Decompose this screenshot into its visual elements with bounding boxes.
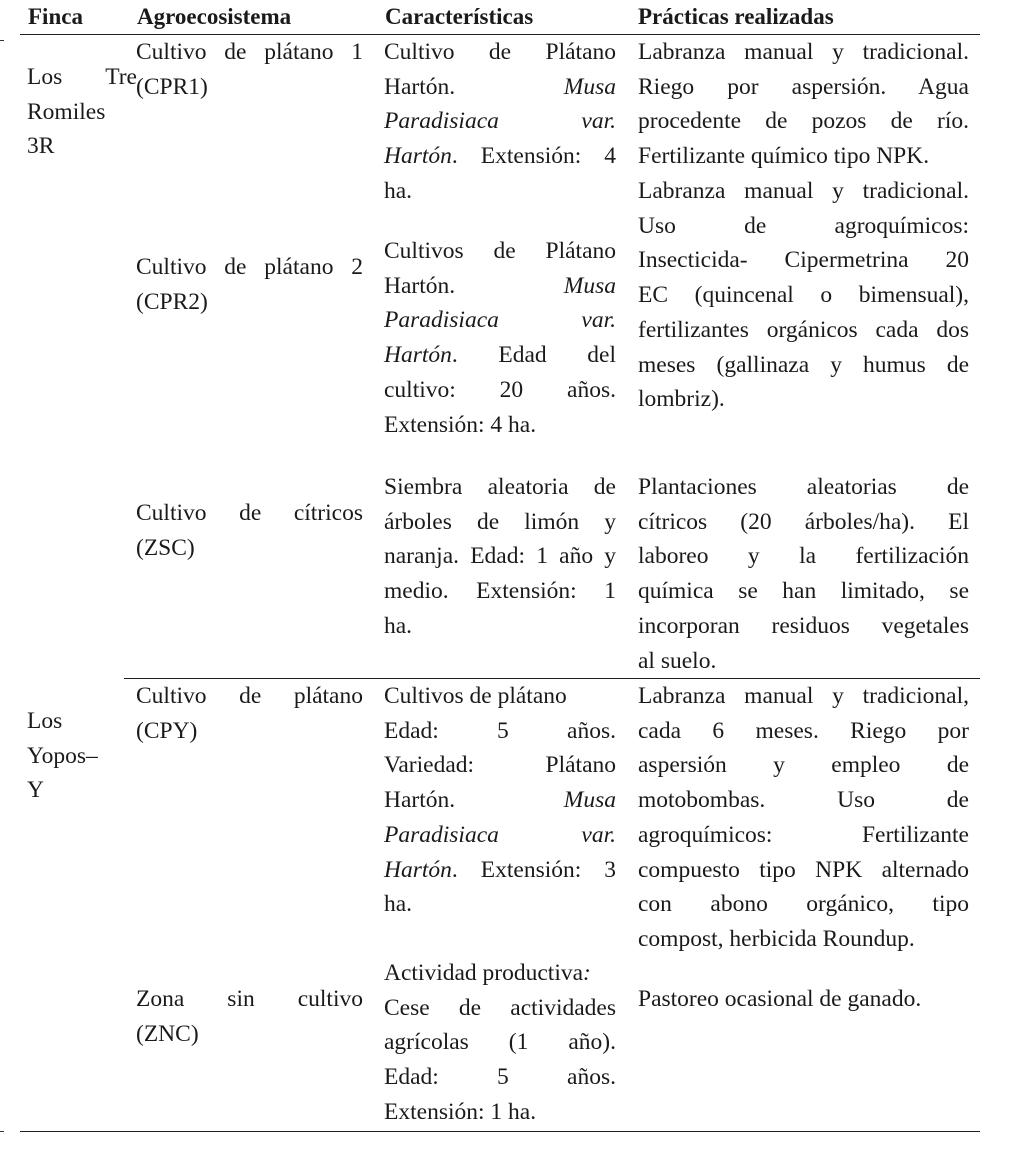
caract-line: Variedad: Plátano xyxy=(384,752,616,779)
practicas-cpy xyxy=(638,679,969,957)
practicas-zsc xyxy=(638,470,969,678)
caract-line: Siembra aleatoria de xyxy=(384,474,616,500)
caract-line: árboles de limón y xyxy=(384,508,616,535)
caract-line: naranja. Edad: 1 año y xyxy=(384,543,616,570)
caract-line: Cultivos de Plátano xyxy=(384,238,616,264)
agro-line: (ZNC) xyxy=(136,1020,199,1047)
practicas-line: química se han limitado, se xyxy=(638,578,969,605)
practicas-line: agroquímicos: Fertilizante xyxy=(638,821,969,848)
header-practicas: Prácticas realizadas xyxy=(638,4,834,29)
practicas-line: Fertilizante químico tipo NPK. xyxy=(638,143,930,170)
practicas-line: cítricos (20 árboles/ha). El xyxy=(638,508,969,535)
practicas-line: lombriz). xyxy=(638,386,725,413)
caract-line: agrícolas (1 año). xyxy=(384,1029,616,1056)
agro-zsc xyxy=(136,496,363,565)
practicas-line: aspersión y empleo de xyxy=(638,752,969,779)
practicas-cpr2 xyxy=(638,174,969,417)
finca-line: Yopos– xyxy=(27,742,98,769)
caract-line: cultivo: 20 años. xyxy=(384,376,616,403)
practicas-line: Riego por aspersión. Agua xyxy=(638,73,969,100)
agro-line: (CPR2) xyxy=(136,288,208,315)
practicas-line: Plantaciones aleatorias de xyxy=(638,474,969,500)
agro-cpr2 xyxy=(136,250,363,319)
practicas-line: compuesto tipo NPK alternado xyxy=(638,856,969,883)
practicas-line: al suelo. xyxy=(638,647,717,674)
caract-line: ha. xyxy=(384,612,413,639)
finca-line: Los Tre xyxy=(27,64,137,90)
finca-line: Romiles xyxy=(27,98,106,125)
agro-cpr1 xyxy=(136,35,363,104)
header-agroecosistema: Agroecosistema xyxy=(137,4,292,29)
practicas-line: Labranza manual y tradicional. xyxy=(638,178,969,204)
practicas-line: procedente de pozos de río. xyxy=(638,108,969,135)
caract-line: medio. Extensión: 1 xyxy=(384,578,616,605)
caract-cpy xyxy=(384,679,616,922)
finca-los-yopos xyxy=(27,704,117,808)
caract-line-italic: Hartón. Musa xyxy=(384,73,616,100)
practicas-line: fertilizantes orgánicos cada dos xyxy=(638,316,969,343)
finca-line: Los xyxy=(27,708,63,734)
practicas-line: Insecticida- Cipermetrina 20 xyxy=(638,247,969,274)
practicas-line: compost, herbicida Roundup. xyxy=(638,925,915,952)
header-caracteristicas: Características xyxy=(385,4,534,29)
caract-line: ha. xyxy=(384,177,413,204)
agro-line: Cultivo de plátano 2 xyxy=(136,254,363,280)
margin-tick xyxy=(0,40,4,41)
caract-line: Extensión: 1 ha. xyxy=(384,1098,537,1125)
agro-line: Cultivo de plátano xyxy=(136,683,363,709)
agro-znc xyxy=(136,982,363,1051)
caract-line-italic: Hartón. Musa xyxy=(384,272,616,299)
agro-cpy xyxy=(136,679,363,748)
caract-line: Edad: 5 años. xyxy=(384,1064,616,1091)
practicas-line: incorporan residuos vegetales xyxy=(638,612,969,639)
caract-line: Extensión: 4 ha. xyxy=(384,411,537,438)
practicas-line: Pastoreo ocasional de ganado. xyxy=(638,986,922,1012)
practicas-line: EC (quincenal o bimensual), xyxy=(638,282,969,309)
agro-line: Cultivo de cítricos xyxy=(136,500,363,526)
caract-line: Cultivo de Plátano xyxy=(384,39,616,65)
agro-line: Cultivo de plátano 1 xyxy=(136,39,363,65)
practicas-znc xyxy=(638,982,969,1017)
practicas-line: Uso de agroquímicos: xyxy=(638,212,969,239)
margin-tick xyxy=(0,1131,4,1132)
caract-line: Edad: 5 años. xyxy=(384,717,616,744)
practicas-line: laboreo y la fertilización xyxy=(638,543,969,570)
caract-zsc xyxy=(384,470,616,644)
finca-line: 3R xyxy=(27,133,55,160)
caract-line: Cese de actividades xyxy=(384,994,616,1021)
agro-line: Zona sin cultivo xyxy=(136,986,363,1012)
caract-line-italic: Hartón. Extensión: 3 xyxy=(384,856,616,883)
finca-line: Y xyxy=(27,777,44,804)
bottom-rule xyxy=(20,1131,980,1132)
finca-los-tres-romiles xyxy=(27,60,137,164)
caract-line-italic: Paradisiaca var. xyxy=(384,108,616,135)
header-finca: Finca xyxy=(28,4,83,29)
caract-znc xyxy=(384,956,616,1130)
practicas-line: motobombas. Uso de xyxy=(638,787,969,814)
caract-line-italic: Paradisiaca var. xyxy=(384,821,616,848)
agro-line: (CPY) xyxy=(136,717,198,744)
agro-line: (ZSC) xyxy=(136,534,195,561)
agro-line: (CPR1) xyxy=(136,73,208,100)
practicas-line: Labranza manual y tradicional, xyxy=(638,683,969,709)
caract-line-italic: Hartón. Musa xyxy=(384,787,616,814)
caract-cpr1 xyxy=(384,35,616,209)
caract-line-italic: Hartón. Extensión: 4 xyxy=(384,143,616,170)
practicas-line: con abono orgánico, tipo xyxy=(638,891,969,918)
caract-line-italic: Paradisiaca var. xyxy=(384,307,616,334)
practicas-line: cada 6 meses. Riego por xyxy=(638,717,969,744)
practicas-cpr1 xyxy=(638,35,969,174)
caract-line-italic: Actividad productiva: xyxy=(384,960,591,986)
caract-cpr2 xyxy=(384,234,616,442)
practicas-line: meses (gallinaza y humus de xyxy=(638,351,969,378)
caract-line: ha. xyxy=(384,891,413,918)
practicas-line: Labranza manual y tradicional. xyxy=(638,39,969,65)
caract-line: Cultivos de plátano xyxy=(384,683,567,709)
caract-line-italic: Hartón. Edad del xyxy=(384,342,616,369)
